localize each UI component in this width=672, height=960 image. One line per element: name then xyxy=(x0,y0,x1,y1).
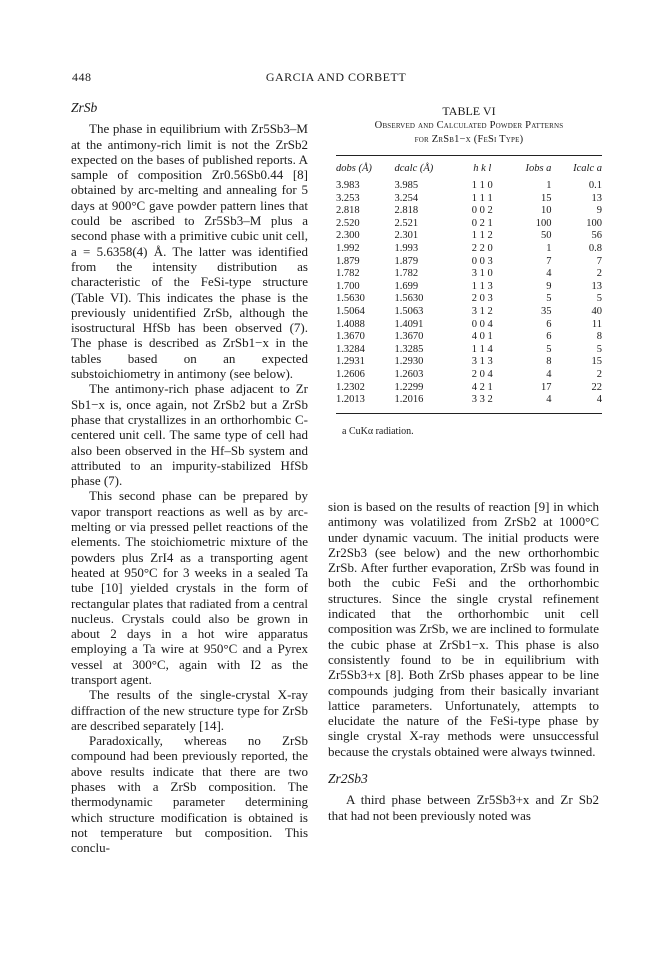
table-row xyxy=(336,230,602,243)
running-title: GARCIA AND CORBETT xyxy=(265,70,407,84)
table-row xyxy=(336,382,602,395)
table-row xyxy=(336,180,602,193)
table-cell: 9 xyxy=(596,205,602,217)
paragraph: The results of the single-crystal X-ray diffraction of the new structure type for ZrSb are described separately [14]. xyxy=(71,687,308,733)
table-cell: 50 xyxy=(540,230,552,242)
left-column xyxy=(71,100,308,856)
table-cell: 4 0 1 xyxy=(471,331,493,343)
running-header xyxy=(0,70,672,86)
paragraph: sion is based on the results of reaction [9] in which antimony was volatilized from ZrSb2 at 1000°C under dynamic vacuum. The initial products were Zr2Sb3 (see below) and the new orthorhombic ZrSb. After further evaporation, ZrSb was found in both the cubic FeSi and the orthorhombic structures. Since the single crystal refinement indicated that the orthorhombic unit cell composition was ZrSb, we are inclined to formulate the cubic phase at ZrSb1−x. This phase is also consistently found to be in equilibrium with Zr5Sb3+x [8]. Both ZrSb phases appear to be line compounds judging from their basically invariant lattice parameters. Unfortunately, attempts to elucidate the nature of the FeSi-type phase by single crystal X-ray methods were unsuccessful because the crystals obtained were always twinned. xyxy=(328,499,599,759)
table-row xyxy=(336,193,602,206)
table-row xyxy=(336,293,602,306)
table-cell: 1.2302 xyxy=(336,381,365,393)
table-cell: 40 xyxy=(591,305,602,317)
table-cell: 1 xyxy=(546,180,552,191)
table-cell: 1.5063 xyxy=(394,305,424,317)
table-cell: 1.4091 xyxy=(394,318,424,330)
table-cell: 1.5630 xyxy=(336,293,365,305)
table-cell: 2.300 xyxy=(336,230,360,242)
table-cell: 2 0 4 xyxy=(471,368,493,380)
column-header: h k l xyxy=(473,162,492,174)
table-cell: 15 xyxy=(540,192,552,204)
table-cell: 1.782 xyxy=(394,268,419,280)
table-cell: 1.879 xyxy=(336,255,360,267)
table-title: TABLE VI xyxy=(442,104,496,118)
table-cell: 13 xyxy=(591,280,602,292)
page-number: 448 xyxy=(72,70,92,84)
table-caption-line1: Observed and Calculated Powder Patterns xyxy=(374,120,564,131)
table-row xyxy=(336,369,602,382)
table-body xyxy=(336,180,602,407)
table-cell: 13 xyxy=(591,192,602,204)
table-cell: 1.3670 xyxy=(394,331,424,343)
table-cell: 100 xyxy=(586,217,602,229)
table-footnote: a CuKα radiation. xyxy=(342,425,414,437)
table-cell: 0 0 3 xyxy=(471,255,493,267)
table-cell: 1 1 4 xyxy=(471,343,493,355)
paragraph: This second phase can be prepared by vapor transport reactions as well as by arc-melting or via pressed pellet reactions of the elements. The stoichiometric mixture of the powders plus ZrI4 as a transporting agent heated at 950°C for 3 weeks in a sealed Ta tube [10] yielded crystals in the form of rectangular plates that radiated from a central nucleus. Crystals could also be grown in about 2 days in a hot wire apparatus employing a Ta wire at 950°C and a Pyrex vessel at 300°C, again with I2 as the transport agent. xyxy=(71,488,308,687)
table-cell: 3.253 xyxy=(336,192,360,204)
table-vi xyxy=(336,104,602,437)
table-cell: 2.301 xyxy=(394,230,419,242)
table-cell: 2 2 0 xyxy=(471,242,493,254)
table-cell: 56 xyxy=(591,230,602,242)
table-cell: 22 xyxy=(591,381,602,393)
table-row xyxy=(336,306,602,319)
table-cell: 1.4088 xyxy=(336,318,365,330)
column-header: Iobs a xyxy=(525,162,552,174)
table-cell: 1.3670 xyxy=(336,331,365,343)
table-cell: 2.818 xyxy=(394,205,419,217)
table-cell: 7 xyxy=(546,255,552,267)
table-cell: 1.879 xyxy=(394,255,419,267)
column-header: Icalc a xyxy=(573,162,602,174)
table-cell: 2.818 xyxy=(336,205,360,217)
table-cell: 1.2930 xyxy=(394,356,424,368)
table-cell: 4 2 1 xyxy=(471,381,493,393)
table-cell: 1.782 xyxy=(336,268,360,280)
table-row xyxy=(336,256,602,269)
section-title-zr2sb3: Zr2Sb3 xyxy=(328,771,368,787)
column-header: dcalc (Å) xyxy=(394,162,434,174)
table-row xyxy=(336,331,602,344)
table-cell: 5 xyxy=(596,293,602,305)
section-title-zrsb: ZrSb xyxy=(71,100,98,115)
table-cell: 1.2603 xyxy=(394,368,424,380)
table-cell: 6 xyxy=(546,331,552,343)
table-cell: 11 xyxy=(591,318,602,330)
table-cell: 1.2606 xyxy=(336,368,365,380)
table-cell: 6 xyxy=(546,318,552,330)
table-cell: 1 1 3 xyxy=(471,280,493,292)
table-row xyxy=(336,243,602,256)
table-row xyxy=(336,268,602,281)
column-header: dobs (Å) xyxy=(336,162,372,174)
table-cell: 1.2013 xyxy=(336,394,365,406)
table-cell: 2.521 xyxy=(394,217,419,229)
table-cell: 35 xyxy=(540,305,552,317)
table-cell: 7 xyxy=(596,255,602,267)
table-cell: 3.985 xyxy=(394,180,419,191)
table-cell: 0 2 1 xyxy=(471,217,493,229)
table-cell: 17 xyxy=(540,381,552,393)
table-cell: 1.700 xyxy=(336,280,360,292)
table-cell: 1.3284 xyxy=(336,343,365,355)
table-cell: 4 xyxy=(546,368,552,380)
paragraph: The phase in equilibrium with Zr5Sb3–M at the antimony-rich limit is not the ZrSb2 expected on the bases of published reports. A sample of composition Zr0.56Sb0.44 [8] obtained by arc-melting and annealing for 5 days at 900°C gave powder pattern lines that could be ascribed to Zr5Sb3–M plus a second phase with a primitive cubic unit cell, a = 5.6358(4) Å. The latter was identified from the intensity distribution as characteristic of the FeSi-type structure (Table VI). This indicates the phase is the previously unidentified ZrSb, although the isostructural HfSb has been observed (7). The phase is described as ZrSb1−x in the tables based on an expected substoichiometry in antimony (see below). xyxy=(71,121,308,382)
table-cell: 1.2016 xyxy=(394,394,424,406)
table-cell: 0.8 xyxy=(588,242,602,254)
table-cell: 15 xyxy=(591,356,602,368)
paragraph: A third phase between Zr5Sb3+x and Zr Sb2 that had not been previously noted was xyxy=(328,792,599,823)
table-cell: 9 xyxy=(546,280,552,292)
table-row xyxy=(336,356,602,369)
table-cell: 1.699 xyxy=(394,280,419,292)
table-cell: 4 xyxy=(546,268,552,280)
table-cell: 1.992 xyxy=(336,242,360,254)
table-cell: 1 1 2 xyxy=(471,230,493,242)
table-cell: 3 1 2 xyxy=(471,305,493,317)
table-cell: 0.1 xyxy=(588,180,602,191)
table-cell: 1 1 0 xyxy=(471,180,493,191)
table-cell: 4 xyxy=(596,394,602,406)
table-cell: 3.254 xyxy=(394,192,419,204)
table-row xyxy=(336,281,602,294)
table-cell: 0 0 4 xyxy=(471,318,493,330)
table-cell: 2 0 3 xyxy=(471,293,493,305)
table-cell: 3 3 2 xyxy=(471,394,493,406)
table-cell: 5 xyxy=(546,293,552,305)
table-cell: 10 xyxy=(540,205,552,217)
table-cell: 3.983 xyxy=(336,180,360,191)
table-cell: 3 1 0 xyxy=(471,268,493,280)
table-cell: 4 xyxy=(546,394,552,406)
table-cell: 3 1 3 xyxy=(471,356,493,368)
table-cell: 2 xyxy=(596,368,602,380)
table-cell: 5 xyxy=(596,343,602,355)
table-cell: 1.3285 xyxy=(394,343,424,355)
table-header-row xyxy=(336,156,602,180)
table-cell: 1 1 1 xyxy=(471,192,493,204)
table-cell: 2.520 xyxy=(336,217,360,229)
powder-pattern-table xyxy=(336,156,602,407)
table-cell: 2 xyxy=(596,268,602,280)
table-bottom-rule xyxy=(336,413,602,414)
table-cell: 1.2299 xyxy=(394,381,424,393)
table-cell: 5 xyxy=(546,343,552,355)
table-cell: 1.5064 xyxy=(336,305,365,317)
paragraph: Paradoxically, whereas no ZrSb compound had been previously reported, the above results indicate that there are two phases with a ZrSb composition. The thermodynamic parameter determining which structure modification is obtained is not temperature but composition. This conclu- xyxy=(71,733,308,856)
table-cell: 0 0 2 xyxy=(471,205,493,217)
paragraph: The antimony-rich phase adjacent to Zr Sb1−x is, once again, not ZrSb2 but a ZrSb phase that crystallizes in an orthorhombic C-centered unit cell. The same type of cell had also been observed in the Hf–Sb system and attributed to an impurity-stabilized HfSb phase (7). xyxy=(71,381,308,489)
table-cell: 1.2931 xyxy=(336,356,365,368)
table-row xyxy=(336,344,602,357)
table-row xyxy=(336,205,602,218)
table-cell: 8 xyxy=(546,356,552,368)
table-cell: 1 xyxy=(546,242,552,254)
table-caption-line2: for ZrSb1−x (FeSi Type) xyxy=(414,134,524,145)
table-cell: 1.993 xyxy=(394,242,419,254)
table-cell: 1.5630 xyxy=(394,293,424,305)
table-row xyxy=(336,218,602,231)
table-row xyxy=(336,394,602,407)
right-column xyxy=(328,499,599,823)
table-row xyxy=(336,319,602,332)
table-cell: 8 xyxy=(596,331,602,343)
table-cell: 100 xyxy=(535,217,552,229)
